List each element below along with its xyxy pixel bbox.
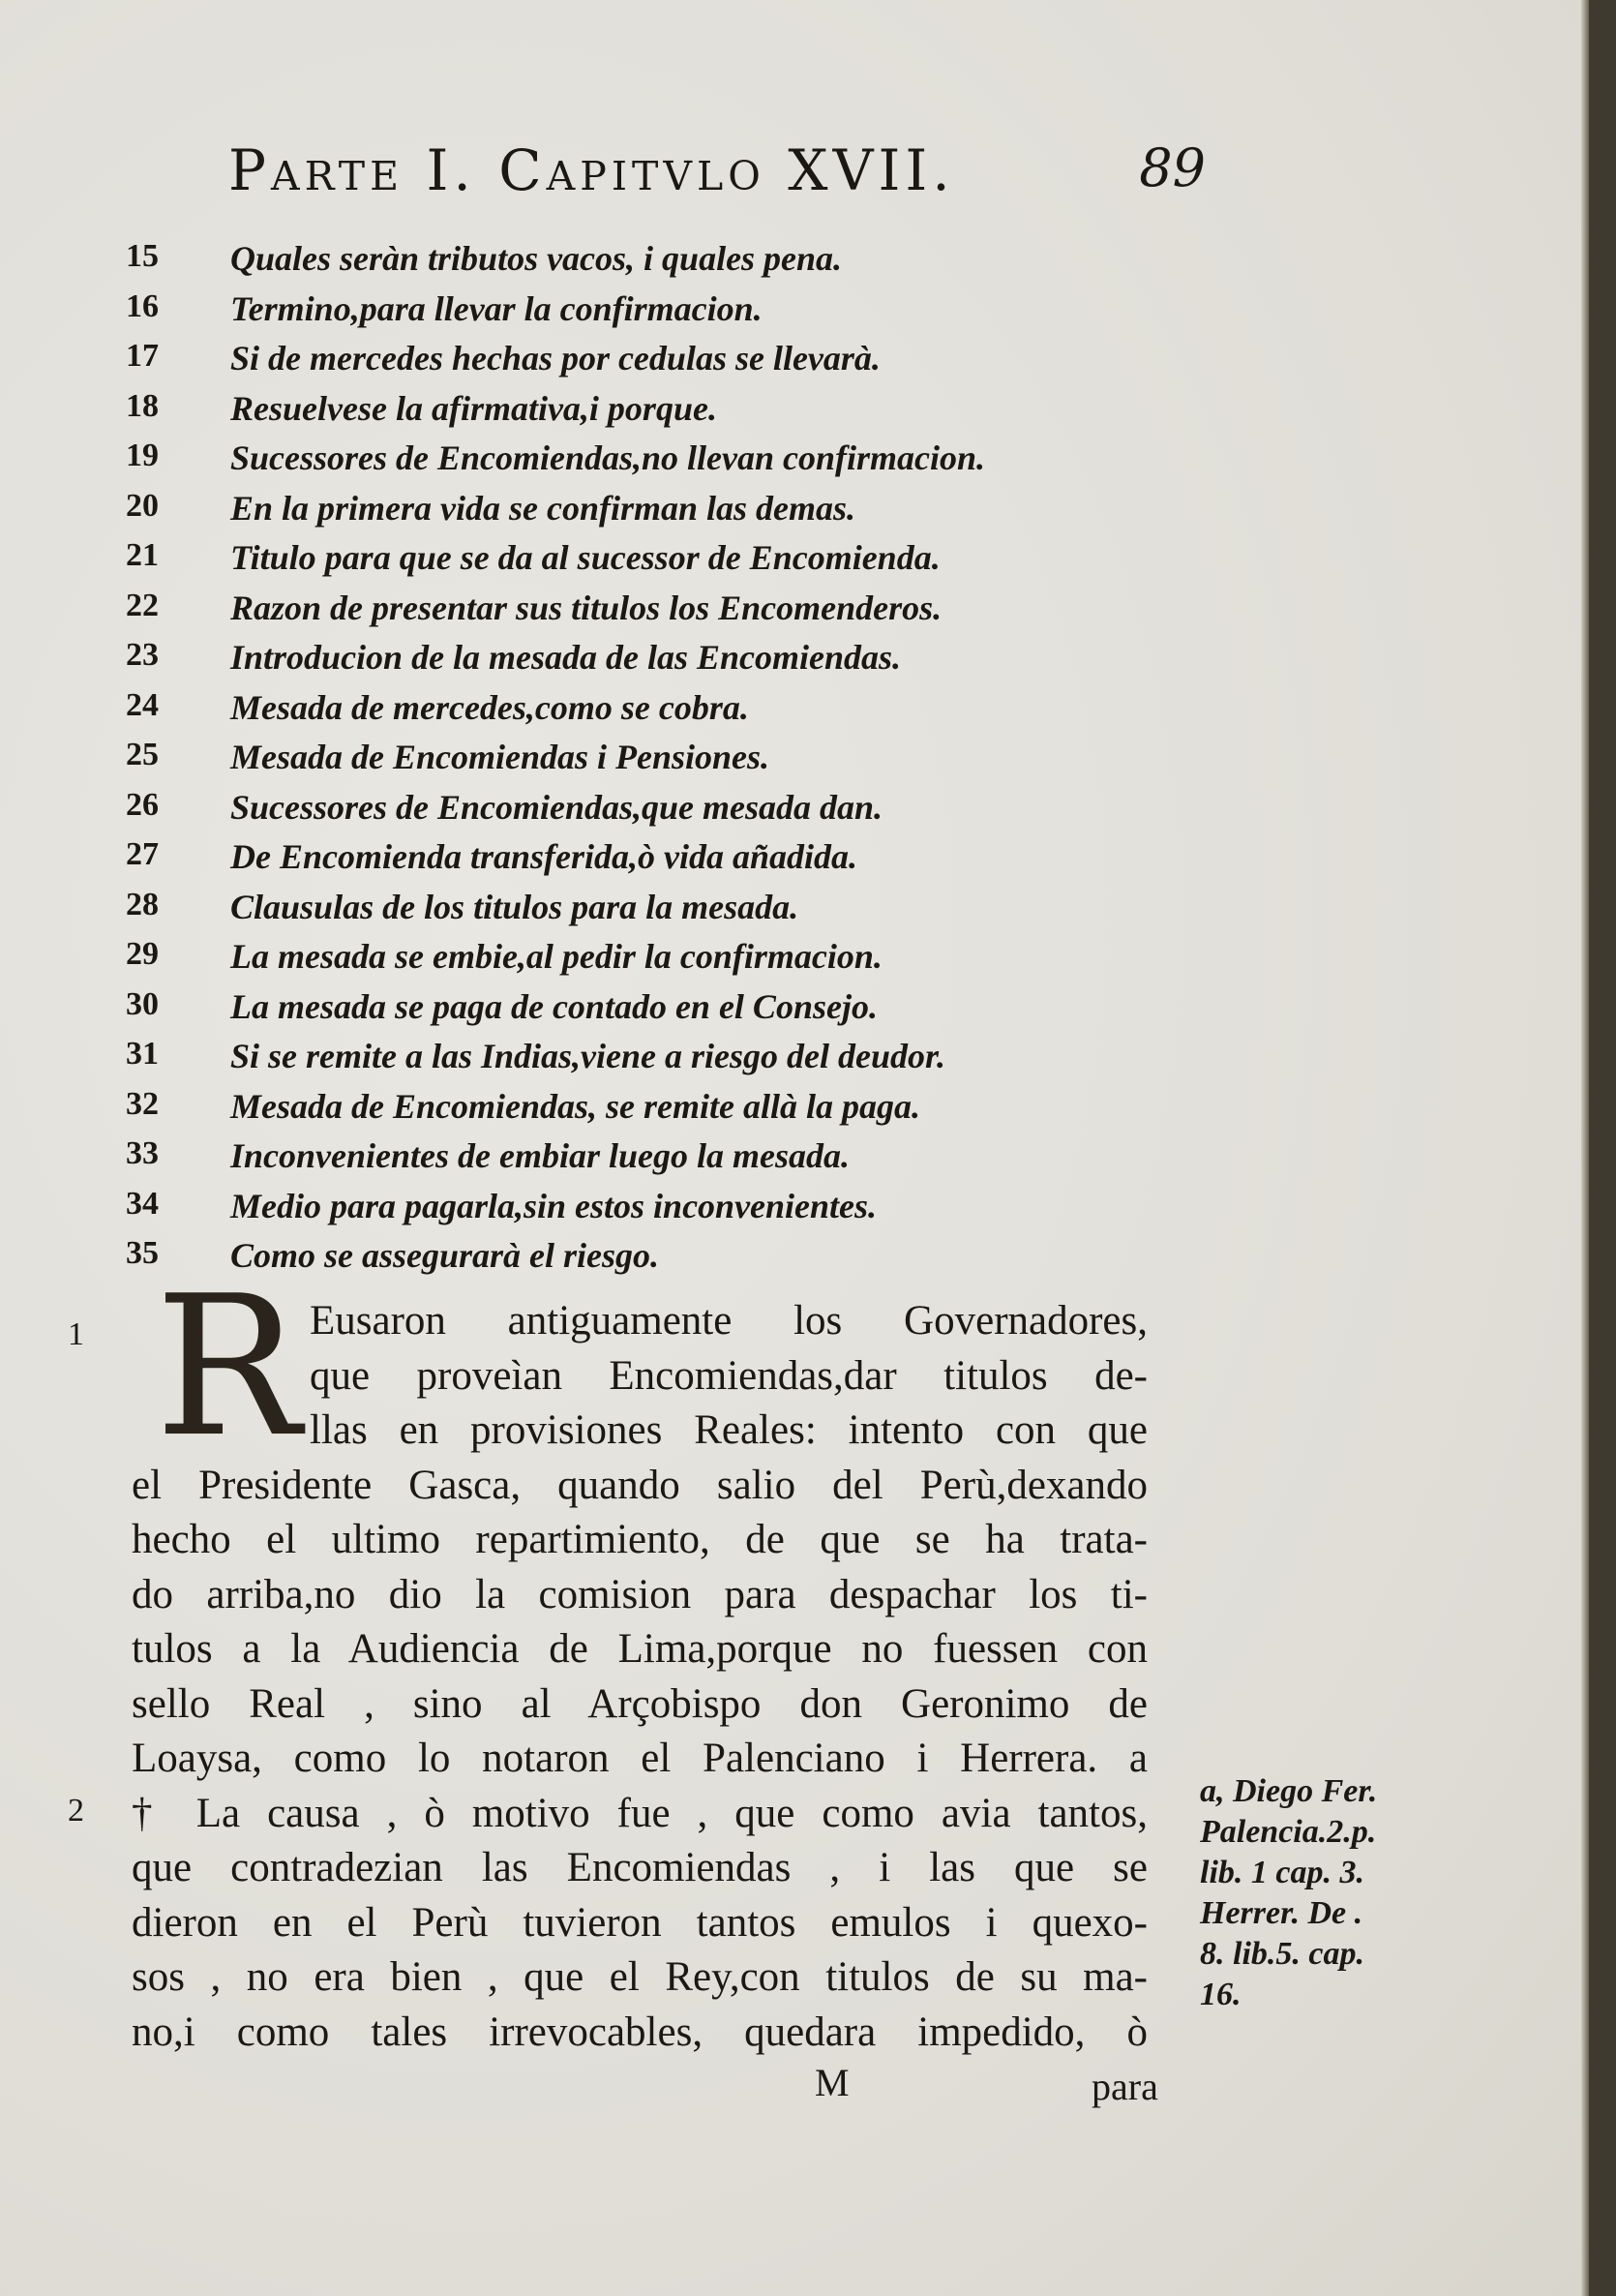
body-line: sello Real , sino al Arçobispo don Geronimo de: [132, 1680, 1148, 1727]
summary-item-number: 15: [126, 238, 159, 274]
signature-mark: M: [815, 2061, 850, 2104]
page-edge-shadow: [1581, 0, 1589, 2296]
summary-item-number: 29: [126, 936, 159, 972]
summary-item-text: Inconvenientes de embiar luego la mesada.: [230, 1136, 850, 1175]
summary-item-number: 17: [126, 338, 159, 374]
summary-item: [126, 1036, 1239, 1086]
summary-item: [126, 986, 1239, 1037]
summary-item: [126, 238, 1239, 288]
summary-item: [126, 488, 1239, 538]
summary-item: [126, 588, 1239, 638]
summary-item: [126, 936, 1239, 986]
summary-item-text: Como se assegurarà el riesgo.: [230, 1236, 660, 1275]
summary-item-number: 35: [126, 1235, 159, 1271]
summary-item-text: Si de mercedes hechas por cedulas se llevarà.: [230, 339, 881, 378]
paragraph-marker-2: 2: [68, 1793, 84, 1828]
body-line: sos , no era bien , que el Rey,con titulos de su ma-: [132, 1954, 1148, 2000]
marginal-citation: [1200, 1771, 1481, 2015]
summary-item-text: Sucessores de Encomiendas,que mesada dan.: [230, 787, 883, 827]
citation-line: a, Diego Fer.: [1200, 1773, 1378, 1809]
summary-item-number: 23: [126, 637, 159, 673]
chapter-summary-list: [126, 238, 1239, 1285]
running-header: [228, 137, 1206, 215]
summary-item-number: 16: [126, 287, 159, 324]
body-line: do arriba,no dio la comision para despachar los ti-: [132, 1571, 1148, 1617]
summary-item-number: 26: [126, 786, 159, 823]
body-line: no,i como tales irrevocables, quedara impedido, ò: [132, 2009, 1148, 2055]
summary-item-number: 33: [126, 1135, 159, 1171]
summary-item-number: 21: [126, 537, 159, 573]
summary-item-number: 30: [126, 985, 159, 1022]
body-line: que proveìan Encomiendas,dar titulos de-: [310, 1352, 1148, 1399]
summary-item-text: Clausulas de los titulos para la mesada.: [230, 887, 799, 926]
summary-item: [126, 737, 1239, 787]
catchword: para: [1092, 2065, 1158, 2108]
summary-item-text: Termino,para llevar la confirmacion.: [230, 288, 763, 328]
body-line: el Presidente Gasca, quando salio del Perù,dexando: [132, 1462, 1148, 1508]
summary-item: [126, 887, 1239, 937]
summary-item-text: Titulo para que se da al sucessor de Encomienda.: [230, 538, 941, 577]
summary-item-number: 25: [126, 737, 159, 772]
citation-line: 16.: [1200, 1977, 1242, 2012]
summary-item: [126, 1086, 1239, 1136]
summary-item: [126, 288, 1239, 339]
body-line: tulos a la Audiencia de Lima,porque no fuessen con: [132, 1626, 1148, 1672]
summary-item-number: 18: [126, 387, 159, 424]
citation-line: 8. lib.5. cap.: [1200, 1936, 1364, 1972]
summary-item-text: Introducion de la mesada de las Encomiendas.: [230, 638, 902, 677]
summary-item-text: Mesada de Encomiendas, se remite allà la paga.: [230, 1086, 920, 1126]
summary-item-number: 22: [126, 587, 159, 623]
summary-item-text: En la primera vida se confirman las demas.: [230, 488, 856, 528]
summary-item-text: De Encomienda transferida,ò vida añadida.: [230, 837, 858, 876]
summary-item: [126, 787, 1239, 837]
body-line: que contradezian las Encomiendas , i las que se: [132, 1845, 1148, 1890]
summary-item: [126, 637, 1239, 687]
summary-item-text: Si se remite a las Indias,viene a riesgo del deudor.: [230, 1037, 946, 1075]
summary-item-number: 27: [126, 836, 159, 872]
summary-item: [126, 338, 1239, 388]
summary-item: [126, 687, 1239, 738]
citation-line: lib. 1 cap. 3.: [1200, 1855, 1364, 1890]
summary-item-text: Mesada de mercedes,como se cobra.: [230, 687, 749, 727]
summary-item-text: Medio para pagarla,sin estos inconvenientes.: [230, 1186, 878, 1225]
summary-item: [126, 836, 1239, 887]
summary-item-number: 31: [126, 1036, 159, 1072]
summary-item: [126, 1186, 1239, 1236]
summary-item-text: Resuelvese la afirmativa,i porque.: [230, 388, 717, 428]
paragraph-marker-1: 1: [68, 1316, 84, 1352]
summary-item-text: Quales seràn tributos vacos, i quales pena.: [230, 239, 843, 278]
summary-item-number: 24: [126, 686, 159, 723]
summary-item-number: 28: [126, 886, 159, 922]
summary-item-text: Razon de presentar sus titulos los Encomenderos.: [230, 588, 943, 627]
summary-item: [126, 537, 1239, 588]
summary-item: [126, 438, 1239, 488]
summary-item-number: 34: [126, 1185, 159, 1222]
summary-item-text: La mesada se embie,al pedir la confirmacion.: [230, 937, 883, 976]
body-line: dieron en el Perù tuvieron tantos emulos i quexo-: [132, 1899, 1148, 1946]
body-line: hecho el ultimo repartimiento, de que se ha trata-: [132, 1517, 1148, 1562]
body-line: † La causa , ò motivo fue , que como avia tantos,: [132, 1790, 1148, 1836]
summary-item-text: Mesada de Encomiendas i Pensiones.: [230, 738, 770, 776]
summary-item: [126, 1135, 1239, 1186]
summary-item: [126, 388, 1239, 438]
body-line: Eusaron antiguamente los Governadores,: [310, 1298, 1148, 1344]
drop-cap-initial: R: [155, 1254, 301, 1480]
summary-item-number: 32: [126, 1085, 159, 1122]
page-number: 89: [1139, 137, 1206, 198]
body-line: Loaysa, como lo notaron el Palenciano i Herrera. a: [132, 1736, 1148, 1781]
body-line: llas en provisiones Reales: intento con que: [310, 1407, 1148, 1453]
summary-item-text: La mesada se paga de contado en el Consejo.: [230, 986, 878, 1026]
summary-item-number: 19: [126, 438, 159, 473]
summary-item-text: Sucessores de Encomiendas,no llevan confirmacion.: [230, 438, 986, 477]
summary-item-number: 20: [126, 487, 159, 524]
citation-line: Palencia.2.p.: [1200, 1814, 1377, 1850]
citation-line: Herrer. De .: [1200, 1895, 1363, 1931]
header-title: Parte I. Capitvlo XVII.: [228, 137, 955, 203]
